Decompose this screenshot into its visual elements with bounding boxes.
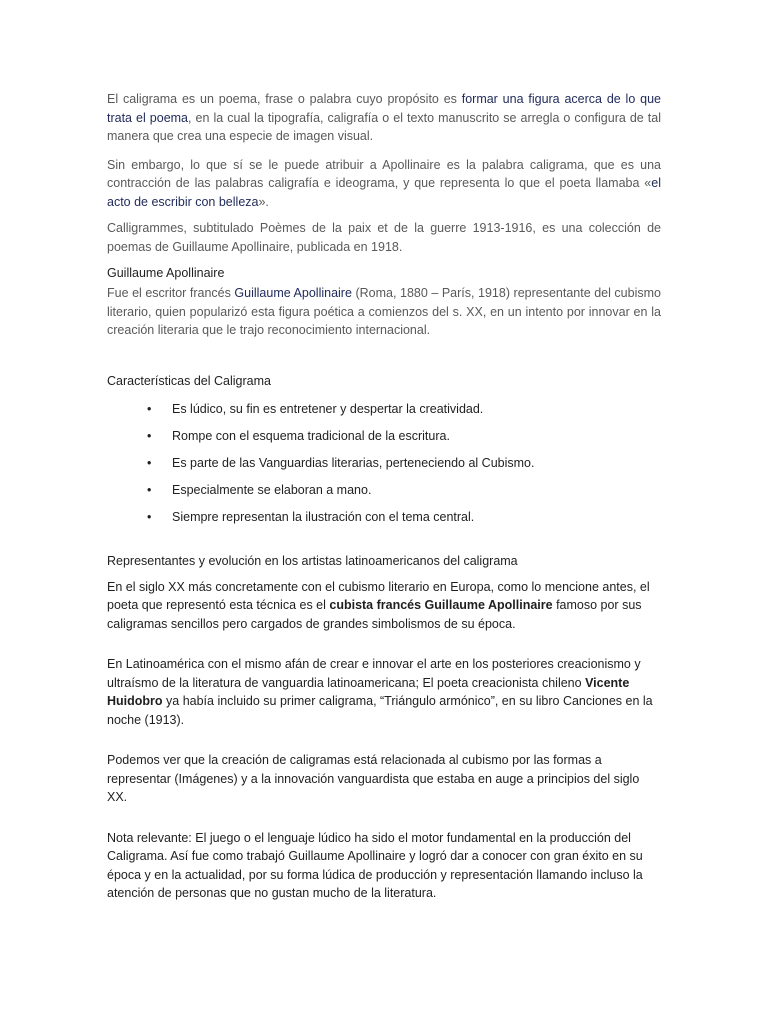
list-item-text: Es lúdico, su fin es entretener y despertar la creatividad. [172,401,484,416]
list-item-text: Rompe con el esquema tradicional de la escritura. [172,428,450,443]
paragraph-calligrammes: Calligrammes, subtitulado Poèmes de la paix et de la guerre 1913-1916, es una colección de poemas de Guillaume Apollinaire, publicada en 1918. [107,221,661,254]
bullet-icon: • [147,509,152,524]
list-item [107,508,661,526]
list-item [107,481,661,499]
list-item-text: Es parte de las Vanguardias literarias, perteneciendo al Cubismo. [172,455,535,470]
text: En Latinoamérica con el mismo afán de crear e innovar el arte en los posteriores creacionismo y ultraísmo de la literatura de vanguardia latinoamericana; El poeta creacionista chileno [107,657,641,690]
text: ya había incluido su primer caligrama, “Triángulo armónico”, en su libro Canciones en la noche (1913). [107,694,653,727]
paragraph-definition [107,90,661,146]
list-item [107,427,661,445]
text: famoso por sus caligramas sencillos pero cargados de grandes simbolismos de su época. [107,598,642,631]
list-item [107,400,661,418]
text: (Roma, 1880 – París, 1918) representante del cubismo literario, quien popularizó esta figura poética a comienzos del s. XX, en un intento por innovar en la creación literaria que le trajo reconocimiento internacional. [107,286,661,337]
heading-caracteristicas: Características del Caligrama [107,373,271,388]
list-item-text: Especialmente se elaboran a mano. [172,482,372,497]
paragraph-apollinaire-word [107,156,661,212]
text: En el siglo XX más concretamente con el cubismo literario en Europa, como lo mencione antes, el poeta que representó esta técnica es el [107,579,650,612]
document-body [107,90,661,903]
heading-representantes: Representantes y evolución en los artistas latinoamericanos del caligrama [107,553,518,568]
text: Sin embargo, lo que sí se le puede atribuir a Apollinaire es la palabra caligrama, que es una contracción de las palabras caligrafía e ideograma, y que representa lo que el poeta llamaba « [107,157,661,190]
bullet-icon: • [147,482,152,497]
link-formar-figura[interactable]: formar una figura acerca de lo que trata el poema [107,92,661,125]
bullet-icon: • [147,455,152,470]
heading-guillaume-apollinaire: Guillaume Apollinaire [107,266,225,280]
characteristics-list [107,400,661,526]
bullet-icon: • [147,401,152,416]
text: , en la cual la tipografía, caligrafía o el texto manuscrito se arregla o configura de tal manera que crea una especie de imagen visual. [107,110,661,143]
paragraph-siglo-xx [107,578,661,634]
list-item-text: Siempre representan la ilustración con el tema central. [172,509,475,524]
link-acto-escribir[interactable]: el acto de escribir con belleza [107,176,661,209]
paragraph-latinoamerica [107,655,661,729]
bullet-icon: • [147,428,152,443]
paragraph-nota-relevante: Nota relevante: El juego o el lenguaje lúdico ha sido el motor fundamental en la producción del Caligrama. Así fue como trabajó Guillaume Apollinaire y logró dar a conocer con gran éxito en su época y en la actualidad, por su forma lúdica de producción y representación llamando incluso la atención de personas que no gustan mucho de la literatura. [107,830,643,900]
text: Fue el escritor francés [107,286,235,300]
paragraph-cubismo: Podemos ver que la creación de caligramas está relacionada al cubismo por las formas a representar (Imágenes) y a la innovación vanguardista que estaba en auge a principios del siglo XX. [107,753,640,804]
list-item [107,454,661,472]
bold-text: cubista francés Guillaume Apollinaire [329,598,553,612]
text: ». [258,194,269,209]
link-guillaume-apollinaire[interactable]: Guillaume Apollinaire [234,286,352,300]
text: El caligrama es un poema, frase o palabra cuyo propósito es [107,92,462,106]
paragraph-apollinaire-bio [107,284,661,340]
bold-text: Vicente Huidobro [107,675,630,708]
